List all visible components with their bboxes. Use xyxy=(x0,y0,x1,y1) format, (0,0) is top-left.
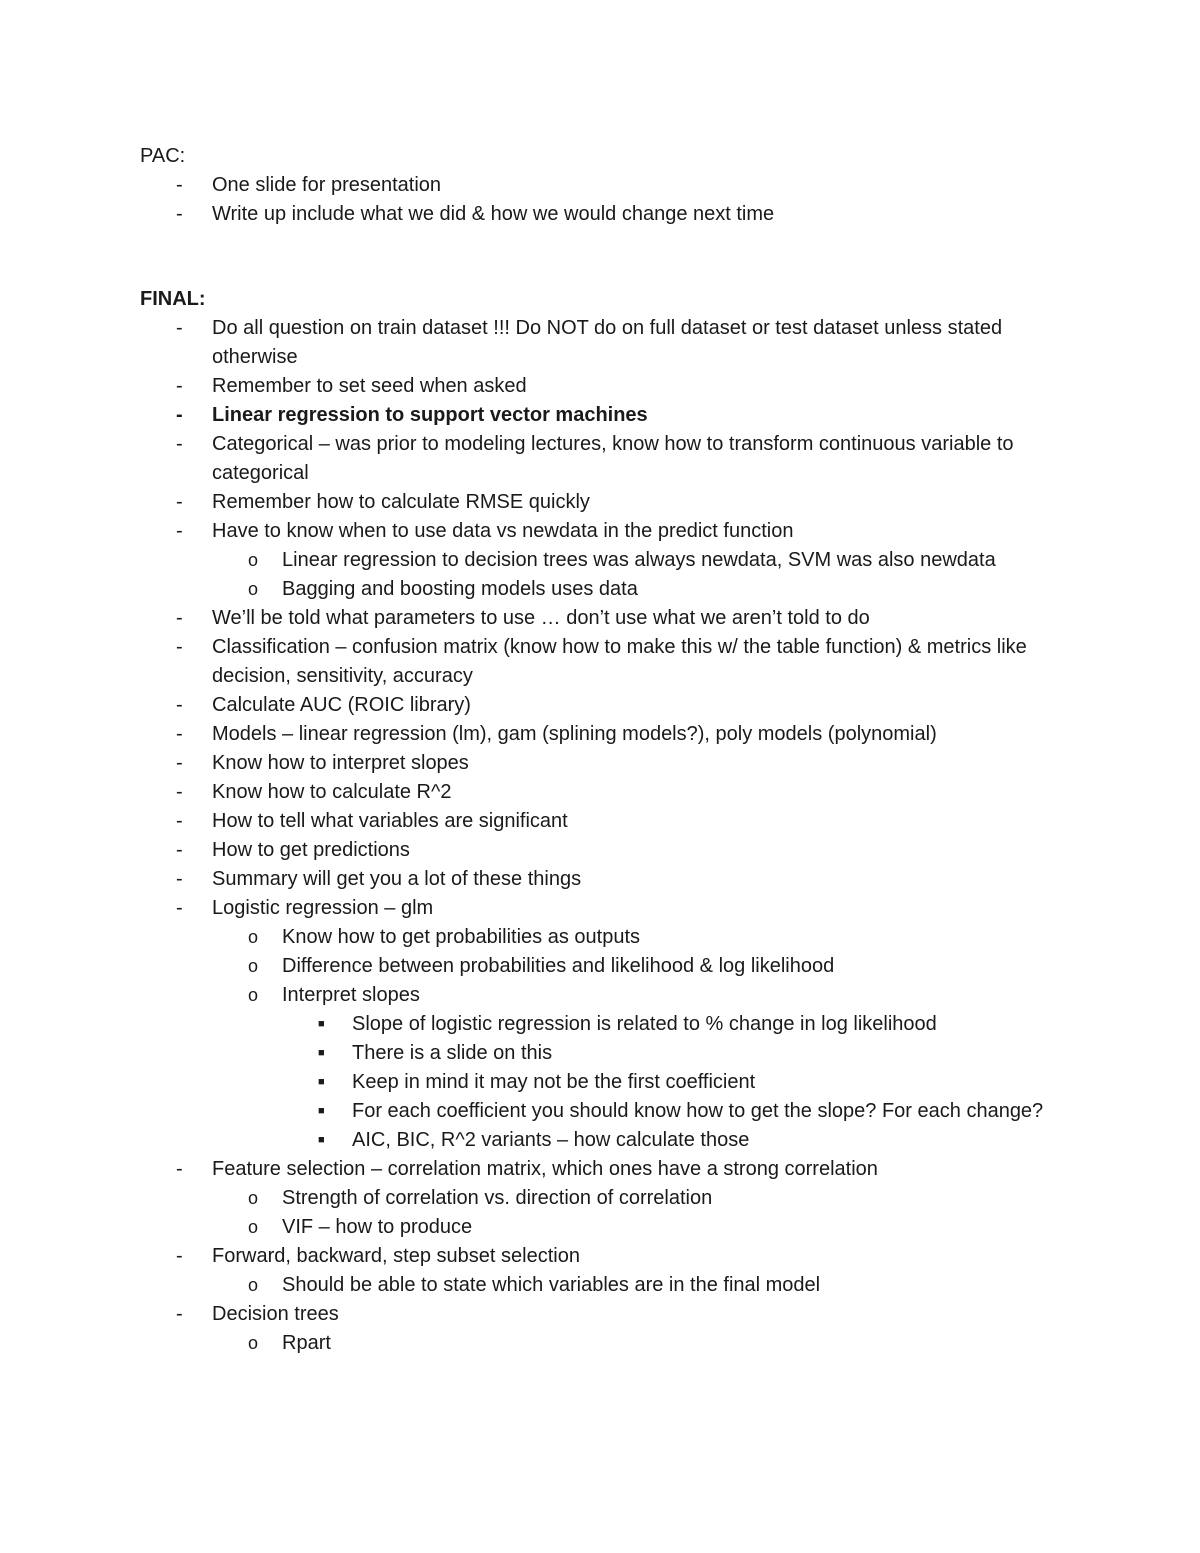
dash-bullet-icon: - xyxy=(176,1245,183,1267)
circle-bullet-icon: o xyxy=(248,956,259,976)
list-item-text: Know how to get probabilities as outputs xyxy=(282,926,640,948)
list-item xyxy=(140,604,1080,633)
list-item-text: Rpart xyxy=(282,1332,331,1354)
list-item xyxy=(140,1213,1080,1242)
list-item-text: Have to know when to use data vs newdata in the predict function xyxy=(212,520,794,542)
dash-bullet-icon: - xyxy=(176,839,183,861)
list-item-text: Categorical – was prior to modeling lectures, know how to transform continuous variable to categorical xyxy=(212,433,1014,484)
list-item-text: Models – linear regression (lm), gam (splining models?), poly models (polynomial) xyxy=(212,723,937,745)
square-bullet-icon: ■ xyxy=(318,1105,325,1117)
list-item xyxy=(140,200,1080,229)
list-item xyxy=(140,865,1080,894)
list-item-text: Linear regression to support vector machines xyxy=(212,404,648,426)
list-item-text: Do all question on train dataset !!! Do NOT do on full dataset or test dataset unless stated otherwise xyxy=(212,317,1003,368)
dash-bullet-icon: - xyxy=(176,491,183,513)
list-item xyxy=(140,691,1080,720)
list-item-text: How to get predictions xyxy=(212,839,410,861)
square-bullet-icon: ■ xyxy=(318,1018,325,1030)
list-item xyxy=(140,1126,1080,1155)
list-item-text: Know how to calculate R^2 xyxy=(212,781,452,803)
dash-bullet-icon: - xyxy=(176,868,183,890)
final-list xyxy=(140,314,1080,1358)
list-item xyxy=(140,1155,1080,1184)
list-item xyxy=(140,546,1080,575)
list-item-text: One slide for presentation xyxy=(212,174,442,196)
list-item-text: For each coefficient you should know how to get the slope? For each change? xyxy=(352,1100,1044,1122)
list-item xyxy=(140,807,1080,836)
list-item xyxy=(140,1300,1080,1329)
dash-bullet-icon: - xyxy=(176,317,183,339)
square-bullet-icon: ■ xyxy=(318,1076,325,1088)
list-item-text: How to tell what variables are significant xyxy=(212,810,568,832)
list-item xyxy=(140,1039,1080,1068)
section-heading-pac: PAC: xyxy=(140,145,186,167)
dash-bullet-icon: - xyxy=(176,636,183,658)
section-heading-final: FINAL: xyxy=(140,288,206,310)
list-item xyxy=(140,575,1080,604)
dash-bullet-icon: - xyxy=(176,404,183,426)
list-item xyxy=(140,1184,1080,1213)
list-item-text: Keep in mind it may not be the first coefficient xyxy=(352,1071,756,1093)
circle-bullet-icon: o xyxy=(248,985,259,1005)
dash-bullet-icon: - xyxy=(176,810,183,832)
list-item-text: Bagging and boosting models uses data xyxy=(282,578,638,600)
list-item-text: VIF – how to produce xyxy=(282,1216,473,1238)
list-item-text: Calculate AUC (ROIC library) xyxy=(212,694,471,716)
circle-bullet-icon: o xyxy=(248,579,259,599)
document-content xyxy=(140,142,1080,1358)
list-item-text: Feature selection – correlation matrix, which ones have a strong correlation xyxy=(212,1158,878,1180)
list-item-text: Remember to set seed when asked xyxy=(212,375,527,397)
list-item-text: Slope of logistic regression is related to % change in log likelihood xyxy=(352,1013,937,1035)
dash-bullet-icon: - xyxy=(176,1158,183,1180)
list-item xyxy=(140,1271,1080,1300)
list-item-text: Linear regression to decision trees was always newdata, SVM was also newdata xyxy=(282,549,996,571)
dash-bullet-icon: - xyxy=(176,781,183,803)
circle-bullet-icon: o xyxy=(248,1333,259,1353)
list-item-text: Interpret slopes xyxy=(282,984,420,1006)
list-item xyxy=(140,401,1080,430)
list-item-text: AIC, BIC, R^2 variants – how calculate those xyxy=(352,1129,750,1151)
list-item-text: Forward, backward, step subset selection xyxy=(212,1245,580,1267)
list-item xyxy=(140,981,1080,1010)
list-item xyxy=(140,372,1080,401)
dash-bullet-icon: - xyxy=(176,723,183,745)
dash-bullet-icon: - xyxy=(176,174,183,196)
list-item-text: Should be able to state which variables are in the final model xyxy=(282,1274,821,1296)
list-item-text: Strength of correlation vs. direction of correlation xyxy=(282,1187,713,1209)
dash-bullet-icon: - xyxy=(176,203,183,225)
list-item xyxy=(140,749,1080,778)
list-item-text: Write up include what we did & how we would change next time xyxy=(212,203,775,225)
list-item xyxy=(140,923,1080,952)
dash-bullet-icon: - xyxy=(176,520,183,542)
circle-bullet-icon: o xyxy=(248,927,259,947)
dash-bullet-icon: - xyxy=(176,433,183,455)
list-item-text: We’ll be told what parameters to use … don’t use what we aren’t told to do xyxy=(212,607,870,629)
dash-bullet-icon: - xyxy=(176,897,183,919)
list-item xyxy=(140,430,1080,488)
list-item-text: Logistic regression – glm xyxy=(212,897,434,919)
circle-bullet-icon: o xyxy=(248,1188,259,1208)
pac-list xyxy=(140,171,1080,229)
list-item-text: Classification – confusion matrix (know how to make this w/ the table function) & metrics like decision, sensitivity, accuracy xyxy=(212,636,1027,687)
list-item xyxy=(140,171,1080,200)
dash-bullet-icon: - xyxy=(176,375,183,397)
dash-bullet-icon: - xyxy=(176,1303,183,1325)
list-item xyxy=(140,1068,1080,1097)
section-spacer xyxy=(140,229,1080,285)
list-item xyxy=(140,1329,1080,1358)
list-item xyxy=(140,517,1080,546)
list-item-text: Summary will get you a lot of these things xyxy=(212,868,582,890)
square-bullet-icon: ■ xyxy=(318,1047,325,1059)
list-item xyxy=(140,778,1080,807)
dash-bullet-icon: - xyxy=(176,752,183,774)
circle-bullet-icon: o xyxy=(248,550,259,570)
dash-bullet-icon: - xyxy=(176,607,183,629)
list-item xyxy=(140,720,1080,749)
list-item xyxy=(140,633,1080,691)
list-item-text: Remember how to calculate RMSE quickly xyxy=(212,491,590,513)
circle-bullet-icon: o xyxy=(248,1275,259,1295)
list-item-text: Know how to interpret slopes xyxy=(212,752,469,774)
list-item xyxy=(140,1242,1080,1271)
list-item xyxy=(140,836,1080,865)
circle-bullet-icon: o xyxy=(248,1217,259,1237)
list-item-text: Difference between probabilities and likelihood & log likelihood xyxy=(282,955,835,977)
dash-bullet-icon: - xyxy=(176,694,183,716)
list-item xyxy=(140,314,1080,372)
square-bullet-icon: ■ xyxy=(318,1134,325,1146)
list-item xyxy=(140,952,1080,981)
list-item-text: There is a slide on this xyxy=(352,1042,553,1064)
list-item xyxy=(140,894,1080,923)
list-item-text: Decision trees xyxy=(212,1303,339,1325)
list-item xyxy=(140,1097,1080,1126)
list-item xyxy=(140,1010,1080,1039)
list-item xyxy=(140,488,1080,517)
